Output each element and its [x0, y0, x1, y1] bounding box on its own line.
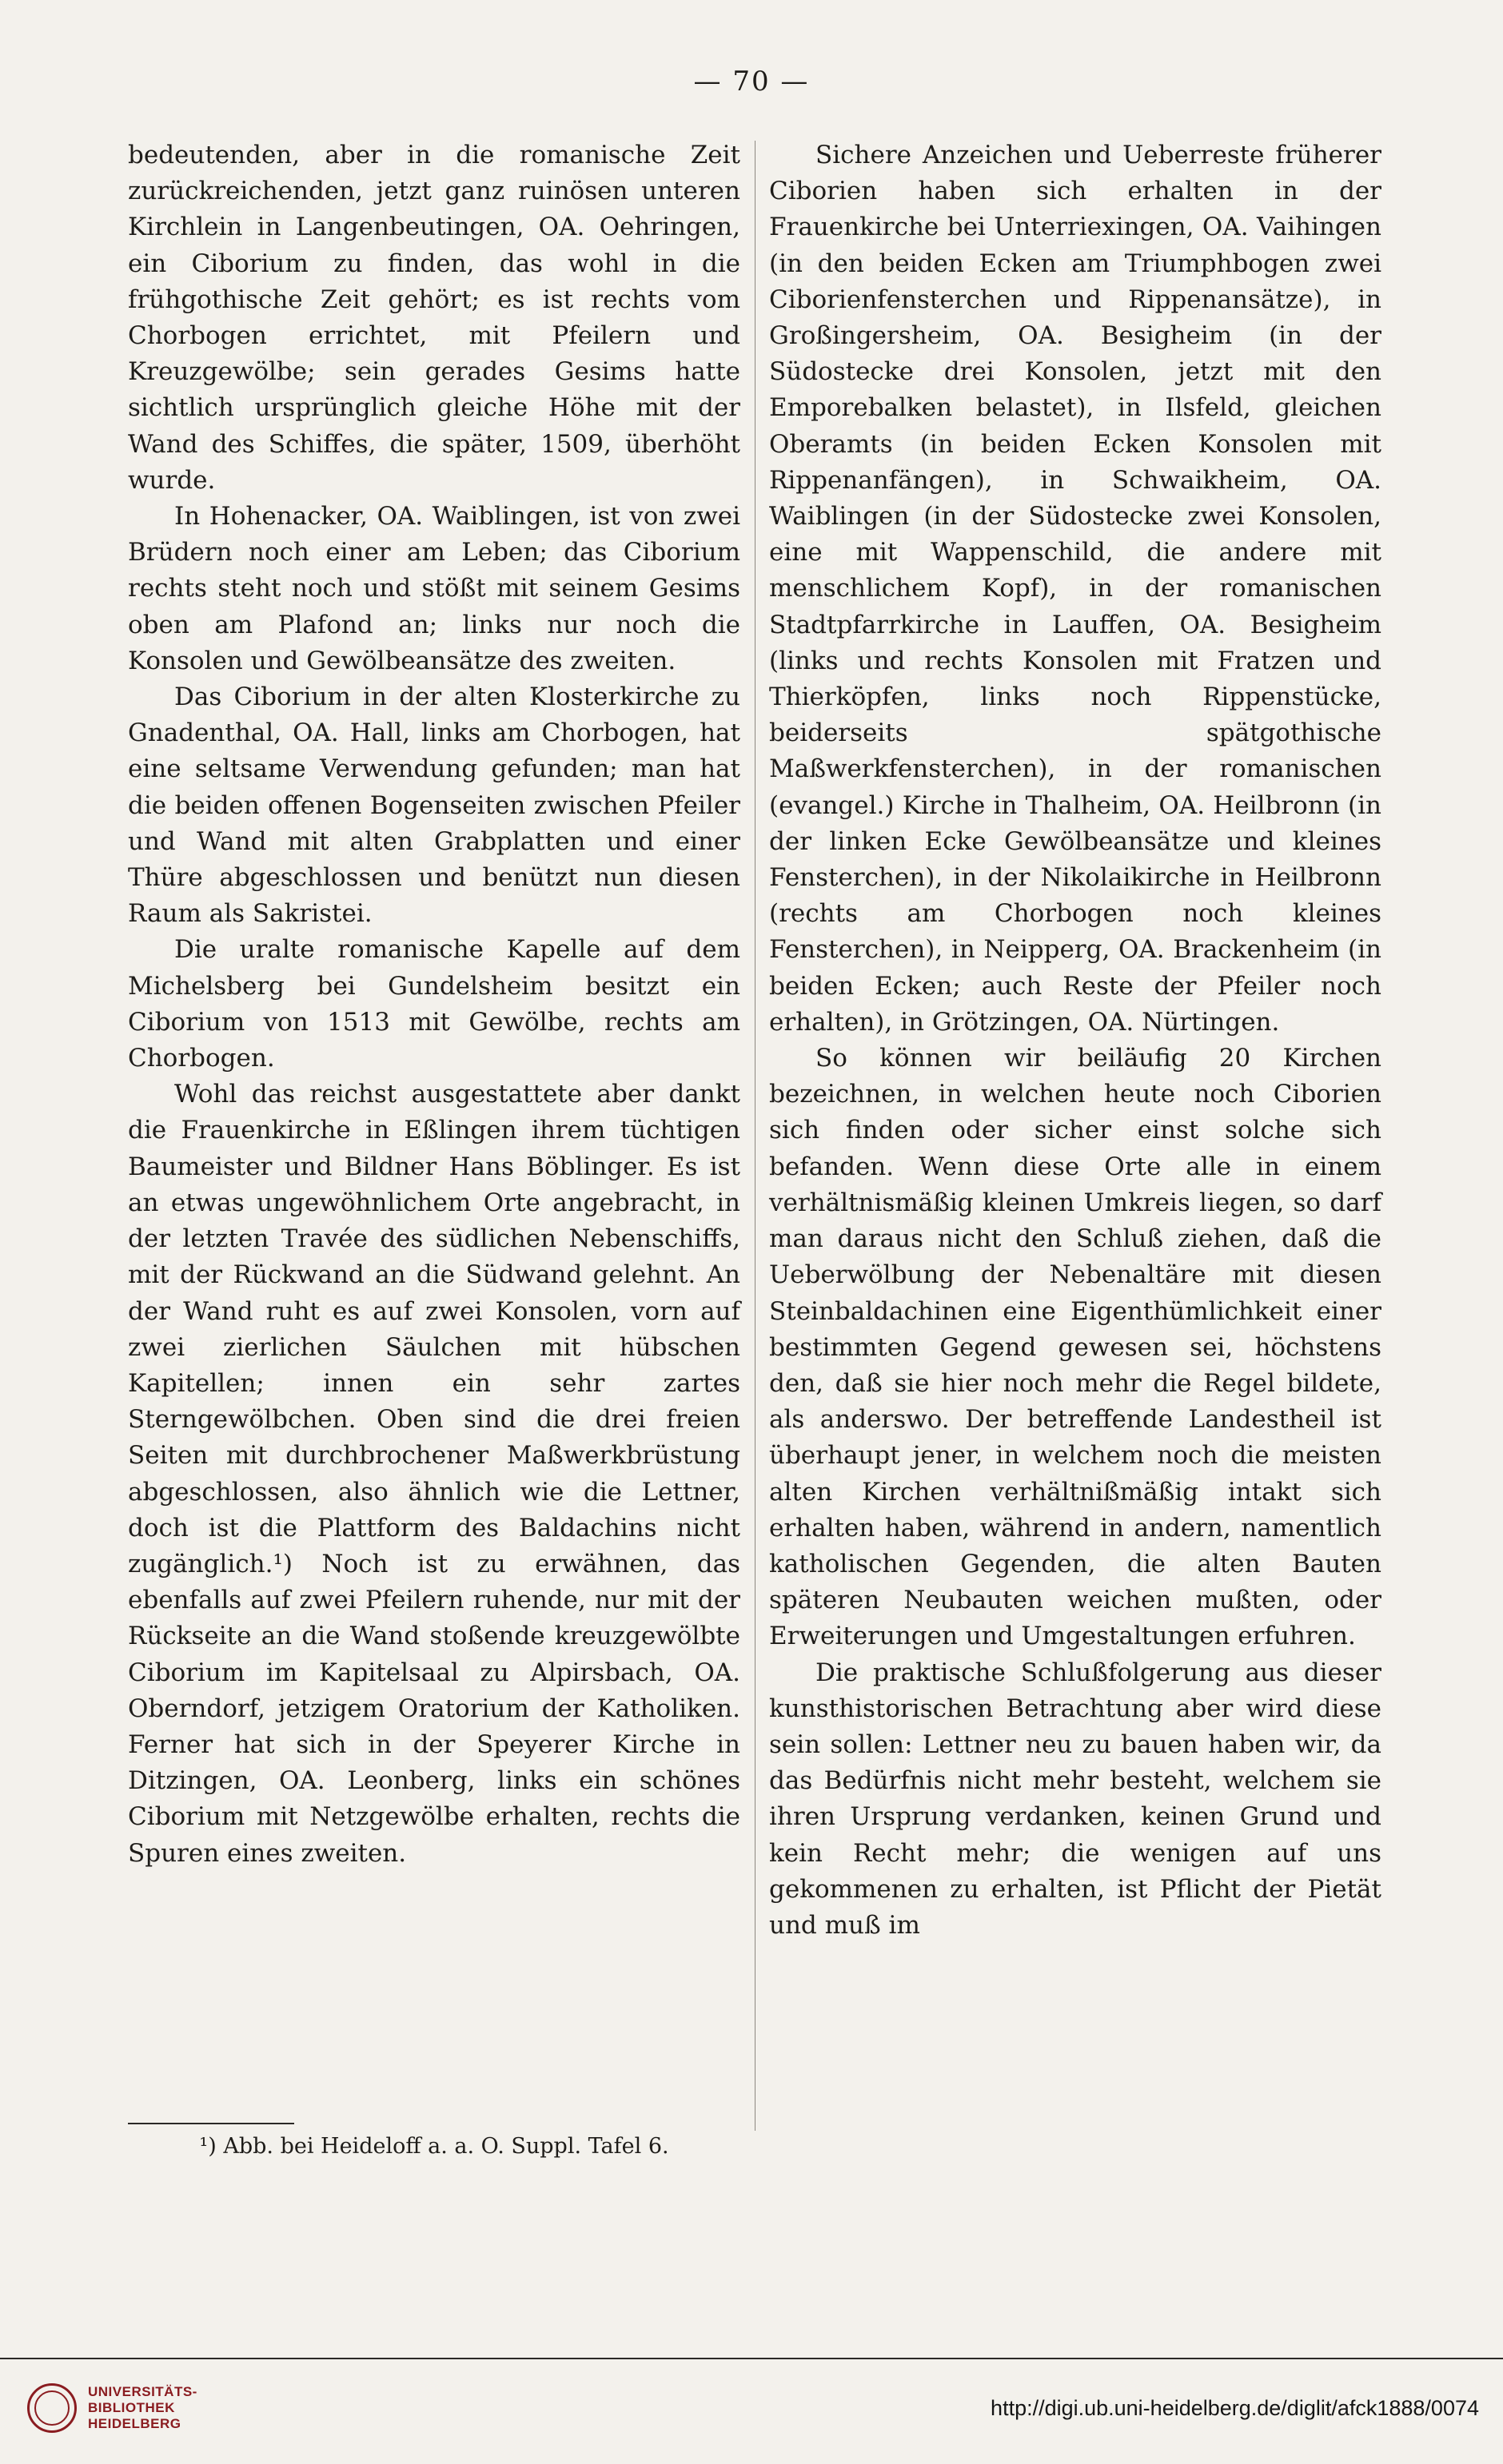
library-logo-text: UNIVERSITÄTS- BIBLIOTHEK HEIDELBERG — [88, 2384, 197, 2431]
paragraph: Die uralte romanische Kapelle auf dem Michelsberg bei Gundelsheim besitzt ein Ciborium von 1513 mit Gewölbe, rechts am Chorbogen. — [128, 935, 740, 1073]
right-column — [769, 137, 1381, 1944]
footer-rule — [0, 2358, 1503, 2359]
paragraph: bedeutenden, aber in die romanische Zeit zurückreichenden, jetzt ganz ruinösen unteren Kirchlein in Langenbeutingen, OA. Oehringen, ein Ciborium zu finden, das wohl in die frühgothische Zeit gehört; es ist rechts vom Chorbogen errichtet, mit Pfeilern und Kreuzgewölbe; sein gerades Gesims hatte sichtlich ursprünglich gleiche Höhe mit der Wand des Schiffes, die später, 1509, überhöht wurde. — [128, 141, 740, 495]
source-url[interactable]: http://digi.ub.uni-heidelberg.de/diglit/afck1888/0074 — [991, 2396, 1479, 2420]
library-logo — [27, 2383, 197, 2433]
paragraph: Sichere Anzeichen und Ueberreste früherer Ciborien haben sich erhalten in der Frauenkirche bei Unterriexingen, OA. Vaihingen (in den beiden Ecken am Triumphbogen zwei Ciborienfensterchen und Rippenansätze), in Großingersheim, OA. Besigheim (in der Südostecke drei Konsolen, jetzt mit den Emporebalken belastet), in Ilsfeld, gleichen Oberamts (in beiden Ecken Konsolen mit Rippenanfängen), in Schwaikheim, OA. Waiblingen (in der Südostecke zwei Konsolen, eine mit Wappenschild, die andere mit menschlichem Kopf), in der romanischen Stadtpfarrkirche in Lauffen, OA. Besigheim (links und rechts Konsolen mit Fratzen und Thierköpfen, links noch Rippenstücke, beiderseits spätgothische Maßwerkfensterchen), in der romanischen (evangel.) Kirche in Thalheim, OA. Heilbronn (in der linken Ecke Gewölbeansätze und kleines Fensterchen), in der Nikolaikirche in Heilbronn (rechts am Chorbogen noch kleines Fensterchen), in Neipperg, OA. Brackenheim (in beiden Ecken; auch Reste der Pfeiler noch erhalten), in Grötzingen, OA. Nürtingen. — [769, 141, 1381, 1037]
paragraph: Das Ciborium in der alten Klosterkirche zu Gnadenthal, OA. Hall, links am Chorbogen, hat eine seltsame Verwendung gefunden; man hat die beiden offenen Bogenseiten zwischen Pfeiler und Wand mit alten Grabplatten und einer Thüre abgeschlossen und benützt nun diesen Raum als Sakristei. — [128, 683, 740, 929]
page-number: — 70 — — [693, 66, 810, 98]
seal-icon — [27, 2383, 77, 2433]
footnote: ¹) Abb. bei Heideloff a. a. O. Suppl. Tafel 6. — [199, 2134, 669, 2159]
paragraph: So können wir beiläufig 20 Kirchen bezeichnen, in welchen heute noch Ciborien sich finden oder sicher einst solche sich befanden. Wenn diese Orte alle in einem verhältnismäßig kleinen Umkreis liegen, so darf man daraus nicht den Schluß ziehen, daß die Ueberwölbung der Nebenaltäre mit diesen Steinbaldachinen eine Eigenthümlichkeit einer bestimmten Gegend gewesen sei, höchstens den, daß sie hier noch mehr die Regel bildete, als anderswo. Der betreffende Landestheil ist überhaupt jener, in welchem noch die meisten alten Kirchen verhältnißmäßig intakt sich erhalten haben, während in andern, namentlich katholischen Gegenden, die alten Bauten späteren Neubauten weichen mußten, oder Erweiterungen und Umgestaltungen erfuhren. — [769, 1044, 1381, 1651]
left-column — [128, 137, 740, 1872]
footnote-rule — [128, 2123, 294, 2124]
paragraph: Die praktische Schlußfolgerung aus dieser kunsthistorischen Betrachtung aber wird diese sein sollen: Lettner neu zu bauen haben wir, da das Bedürfnis nicht mehr besteht, welchem sie ihren Ursprung verdanken, keinen Grund und kein Recht mehr; die wenigen auf uns gekommenen zu erhalten, ist Pflicht der Pietät und muß im — [769, 1658, 1381, 1940]
paragraph: Wohl das reichst ausgestattete aber dankt die Frauenkirche in Eßlingen ihrem tüchtigen Baumeister und Bildner Hans Böblinger. Es ist an etwas ungewöhnlichem Orte angebracht, in der letzten Travée des südlichen Nebenschiffs, mit der Rückwand an die Südwand gelehnt. An der Wand ruht es auf zwei Konsolen, vorn auf zwei zierlichen Säulchen mit hübschen Kapitellen; innen ein sehr zartes Sterngewölbchen. Oben sind die drei freien Seiten mit durchbrochener Maßwerkbrüstung abgeschlossen, also ähnlich wie die Lettner, doch ist die Plattform des Baldachins nicht zugänglich.¹) Noch ist zu erwähnen, das ebenfalls auf zwei Pfeilern ruhende, nur mit der Rückseite an die Wand stoßende kreuzgewölbte Ciborium im Kapitelsaal zu Alpirsbach, OA. Oberndorf, jetzigem Oratorium der Katholiken. Ferner hat sich in der Speyerer Kirche in Ditzingen, OA. Leonberg, links ein schönes Ciborium mit Netzgewölbe erhalten, rechts die Spuren eines zweiten. — [128, 1080, 740, 1868]
paragraph: In Hohenacker, OA. Waiblingen, ist von zwei Brüdern noch einer am Leben; das Ciborium rechts steht noch und stößt mit seinem Gesims oben am Plafond an; links nur noch die Konsolen und Gewölbeansätze des zweiten. — [128, 502, 740, 675]
